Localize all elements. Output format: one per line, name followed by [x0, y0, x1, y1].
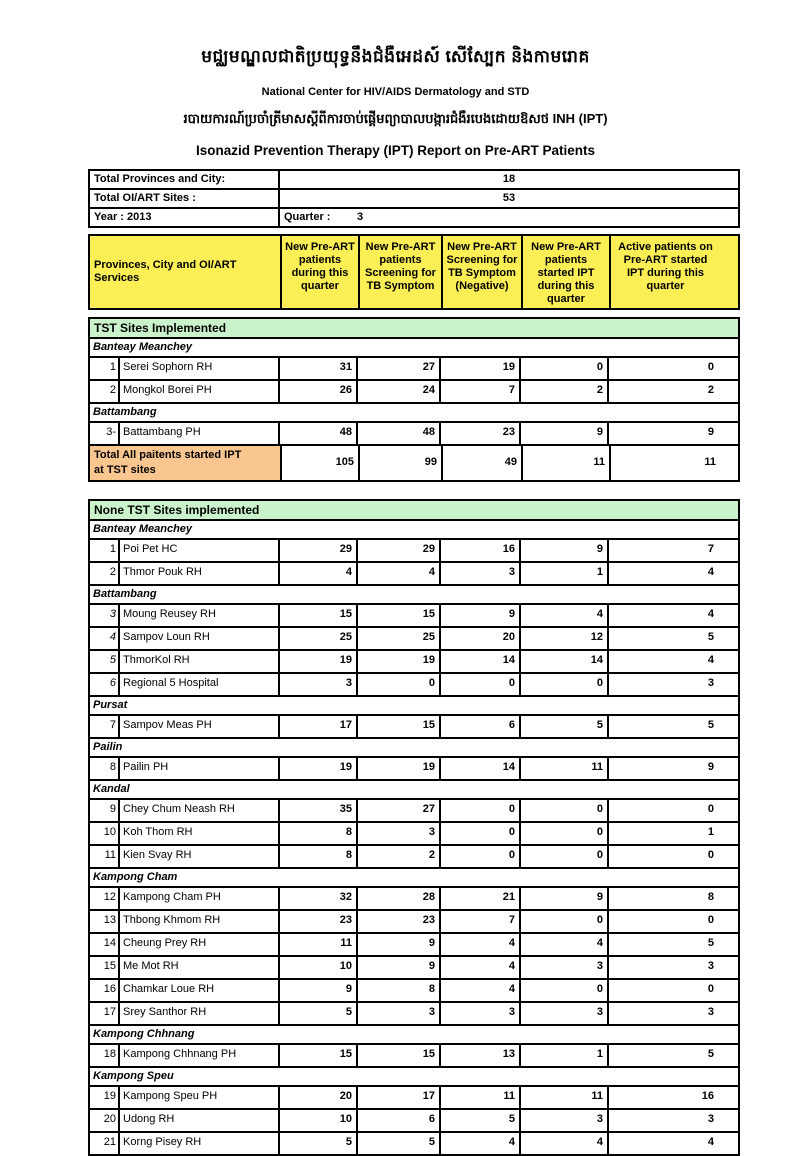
value-cell: 27 [356, 800, 439, 821]
value-cell: 17 [278, 716, 356, 737]
row-number-cell: 21 [103, 1136, 116, 1148]
value-cell: 6 [439, 716, 519, 737]
row-number-cell: 1 [109, 361, 116, 373]
row-number-cell: 11 [104, 849, 116, 861]
province-name: Kampong Chhnang [93, 1028, 195, 1040]
value-cell: 13 [439, 1045, 519, 1066]
site-name-cell: Serei Sophorn RH [118, 358, 278, 379]
meta-row-year-quarter [90, 207, 738, 226]
site-name-cell: Pailin PH [118, 758, 278, 779]
value-cell: 8 [356, 980, 439, 1001]
total-provinces-value: 18 [278, 171, 738, 188]
province-name: Banteay Meanchey [93, 341, 193, 353]
value-cell: 4 [519, 1133, 607, 1154]
site-name-cell: Chey Chum Neash RH [118, 800, 278, 821]
site-name-cell: ThmorKol RH [118, 651, 278, 672]
total-provinces-label: Total Provinces and City: [94, 173, 226, 185]
site-name-cell: Mongkol Borei PH [118, 381, 278, 402]
value-cell: 0 [519, 823, 607, 844]
value-cell: 19 [356, 651, 439, 672]
column-header-screening-negative: New Pre-ART Screening for TB Symptom (Negative) [441, 236, 521, 308]
total-value-cell: 99 [358, 446, 441, 480]
value-cell: 3 [607, 674, 718, 695]
column-header-active-ipt: Active patients on Pre-ART started IPT during this quarter [609, 236, 720, 308]
table-row [90, 561, 738, 584]
table-section [88, 317, 740, 482]
value-cell: 10 [278, 957, 356, 978]
value-cell: 3 [519, 1003, 607, 1024]
value-cell: 29 [278, 540, 356, 561]
value-cell: 2 [519, 381, 607, 402]
section-table [88, 339, 740, 482]
row-number-cell: 16 [103, 983, 116, 995]
value-cell: 4 [439, 934, 519, 955]
value-cell: 16 [607, 1087, 718, 1108]
value-cell: 4 [439, 957, 519, 978]
total-sites-label: Total OI/ART Sites : [94, 192, 196, 204]
value-cell: 14 [439, 758, 519, 779]
province-name: Pailin [93, 741, 123, 753]
table-row [90, 379, 738, 402]
table-row [90, 978, 738, 1001]
site-name-cell: Kien Svay RH [118, 846, 278, 867]
site-name-cell: Me Mot RH [118, 957, 278, 978]
value-cell: 3 [607, 1003, 718, 1024]
value-cell: 48 [278, 423, 356, 444]
org-name-english: National Center for HIV/AIDS Dermatology and STD [261, 86, 530, 98]
value-cell: 9 [519, 888, 607, 909]
table-row [90, 649, 738, 672]
site-name-cell: Kampong Chhnang PH [118, 1045, 278, 1066]
value-cell: 5 [356, 1133, 439, 1154]
value-cell: 0 [607, 358, 718, 379]
value-cell: 4 [439, 1133, 519, 1154]
value-cell: 15 [278, 605, 356, 626]
value-cell: 29 [356, 540, 439, 561]
value-cell: 7 [439, 381, 519, 402]
row-number-cell: 2 [109, 566, 116, 578]
value-cell: 15 [356, 605, 439, 626]
table-row [90, 886, 738, 909]
value-cell: 15 [356, 1045, 439, 1066]
value-cell: 25 [278, 628, 356, 649]
value-cell: 11 [519, 758, 607, 779]
province-row [90, 737, 738, 756]
total-sites-value: 53 [278, 190, 738, 207]
value-cell: 5 [607, 716, 718, 737]
table-row [90, 626, 738, 649]
row-number-cell: 13 [103, 914, 116, 926]
province-row [90, 867, 738, 886]
site-name-cell: Cheung Prey RH [118, 934, 278, 955]
total-value-cell: 11 [521, 446, 609, 480]
province-row [90, 779, 738, 798]
value-cell: 5 [439, 1110, 519, 1131]
site-name-cell: Srey Santhor RH [118, 1003, 278, 1024]
row-number-cell: 4 [109, 631, 116, 643]
document-header [0, 0, 791, 158]
table-row [90, 714, 738, 737]
site-name-cell: Kampong Cham PH [118, 888, 278, 909]
row-number-cell: 3 [109, 608, 116, 620]
value-cell: 12 [519, 628, 607, 649]
value-cell: 11 [519, 1087, 607, 1108]
row-number-cell: 1 [109, 543, 116, 555]
row-number-cell: 3- [106, 426, 116, 438]
table-row [90, 1131, 738, 1154]
value-cell: 0 [356, 674, 439, 695]
report-sections [88, 317, 740, 1156]
value-cell: 8 [607, 888, 718, 909]
value-cell: 4 [607, 605, 718, 626]
value-cell: 5 [607, 934, 718, 955]
value-cell: 6 [356, 1110, 439, 1131]
value-cell: 19 [356, 758, 439, 779]
quarter-value: 3 [356, 211, 364, 223]
value-cell: 11 [439, 1087, 519, 1108]
value-cell: 26 [278, 381, 356, 402]
value-cell: 4 [519, 934, 607, 955]
value-cell: 0 [439, 800, 519, 821]
row-number-cell: 19 [103, 1090, 116, 1102]
province-row [90, 695, 738, 714]
quarter-label: Quarter : [284, 211, 331, 223]
table-row [90, 756, 738, 779]
province-name: Pursat [93, 699, 128, 711]
value-cell: 21 [439, 888, 519, 909]
meta-table [88, 169, 740, 228]
table-row [90, 421, 738, 444]
value-cell: 3 [607, 957, 718, 978]
column-header-screening: New Pre-ART patients Screening for TB Symptom [358, 236, 441, 308]
report-title-english: Isonazid Prevention Therapy (IPT) Report on Pre-ART Patients [195, 143, 596, 158]
total-label-line1: Total All paitents started IPT [94, 449, 242, 461]
site-name-cell: Chamkar Loue RH [118, 980, 278, 1001]
value-cell: 0 [519, 911, 607, 932]
row-number-cell: 15 [103, 960, 116, 972]
value-cell: 5 [278, 1003, 356, 1024]
value-cell: 7 [607, 540, 718, 561]
row-number-cell: 14 [103, 937, 116, 949]
value-cell: 5 [278, 1133, 356, 1154]
total-label-line2: at TST sites [94, 464, 156, 476]
value-cell: 16 [439, 540, 519, 561]
value-cell: 0 [607, 911, 718, 932]
site-name-cell: Kampong Speu PH [118, 1087, 278, 1108]
value-cell: 9 [356, 957, 439, 978]
value-cell: 0 [519, 980, 607, 1001]
value-cell: 0 [439, 823, 519, 844]
value-cell: 3 [278, 674, 356, 695]
row-number-cell: 5 [109, 654, 116, 666]
value-cell: 5 [607, 628, 718, 649]
value-cell: 23 [278, 911, 356, 932]
value-cell: 4 [278, 563, 356, 584]
province-row [90, 1066, 738, 1085]
value-cell: 3 [356, 1003, 439, 1024]
row-number-cell: 6 [109, 677, 116, 689]
value-cell: 3 [439, 563, 519, 584]
report-title-khmer: របាយការណ៍ប្រចាំត្រីមាសស្តីពីការចាប់ផ្តើមព្យាបាលបង្ការជំងឺរបេងដោយឱសថ INH (IPT) [183, 111, 608, 126]
table-row [90, 932, 738, 955]
section-table [88, 521, 740, 1156]
value-cell: 23 [439, 423, 519, 444]
value-cell: 0 [607, 980, 718, 1001]
section-header: TST Sites Implemented [88, 317, 740, 339]
row-number-cell: 17 [103, 1006, 116, 1018]
value-cell: 9 [519, 423, 607, 444]
table-row [90, 538, 738, 561]
value-cell: 20 [278, 1087, 356, 1108]
value-cell: 4 [356, 563, 439, 584]
total-value-cell: 105 [280, 446, 358, 480]
value-cell: 4 [607, 563, 718, 584]
column-header-new-preart: New Pre-ART patients during this quarter [280, 236, 358, 308]
value-cell: 4 [519, 605, 607, 626]
value-cell: 5 [607, 1045, 718, 1066]
report-sheet [88, 169, 740, 1156]
value-cell: 48 [356, 423, 439, 444]
value-cell: 32 [278, 888, 356, 909]
value-cell: 19 [439, 358, 519, 379]
value-cell: 1 [519, 563, 607, 584]
value-cell: 11 [278, 934, 356, 955]
row-number-cell: 8 [109, 761, 116, 773]
site-name-cell: Koh Thom RH [118, 823, 278, 844]
table-section [88, 499, 740, 1156]
quarter-cell [278, 209, 738, 226]
value-cell: 8 [278, 846, 356, 867]
value-cell: 1 [607, 823, 718, 844]
value-cell: 9 [356, 934, 439, 955]
province-row [90, 1024, 738, 1043]
row-number-cell: 12 [103, 891, 116, 903]
year-label: Year : 2013 [94, 211, 152, 223]
row-number-cell: 20 [103, 1113, 116, 1125]
province-name: Banteay Meanchey [93, 523, 193, 535]
value-cell: 3 [607, 1110, 718, 1131]
value-cell: 24 [356, 381, 439, 402]
org-name-khmer: មជ្ឈមណ្ឌលជាតិប្រយុទ្ធនឹងជំងឺអេដស៍ សើស្បែក និងកាមរោគ [201, 47, 590, 66]
value-cell: 0 [519, 674, 607, 695]
value-cell: 1 [519, 1045, 607, 1066]
value-cell: 3 [439, 1003, 519, 1024]
value-cell: 0 [519, 846, 607, 867]
value-cell: 9 [278, 980, 356, 1001]
value-cell: 15 [356, 716, 439, 737]
site-name-cell: Thmor Pouk RH [118, 563, 278, 584]
total-row [90, 444, 738, 480]
value-cell: 5 [519, 716, 607, 737]
value-cell: 0 [607, 846, 718, 867]
table-row [90, 909, 738, 932]
value-cell: 17 [356, 1087, 439, 1108]
site-name-cell: Sampov Loun RH [118, 628, 278, 649]
row-number-cell: 2 [109, 384, 116, 396]
value-cell: 3 [356, 823, 439, 844]
value-cell: 28 [356, 888, 439, 909]
province-name: Kampong Speu [93, 1070, 174, 1082]
row-number-cell: 9 [109, 803, 116, 815]
value-cell: 0 [439, 846, 519, 867]
value-cell: 7 [439, 911, 519, 932]
value-cell: 4 [607, 651, 718, 672]
column-header-row [88, 234, 740, 310]
province-name: Kandal [93, 783, 130, 795]
table-row [90, 1043, 738, 1066]
value-cell: 35 [278, 800, 356, 821]
value-cell: 4 [439, 980, 519, 1001]
province-row [90, 339, 738, 356]
column-header-sites: Provinces, City and OI/ART Services [94, 259, 237, 284]
table-row [90, 955, 738, 978]
value-cell: 19 [278, 651, 356, 672]
section-header: None TST Sites implemented [88, 499, 740, 521]
site-name-cell: Moung Reusey RH [118, 605, 278, 626]
value-cell: 0 [439, 674, 519, 695]
value-cell: 14 [519, 651, 607, 672]
value-cell: 2 [356, 846, 439, 867]
province-row [90, 584, 738, 603]
value-cell: 0 [607, 800, 718, 821]
value-cell: 27 [356, 358, 439, 379]
value-cell: 23 [356, 911, 439, 932]
value-cell: 15 [278, 1045, 356, 1066]
meta-row-sites [90, 188, 738, 207]
table-row [90, 844, 738, 867]
table-row [90, 798, 738, 821]
value-cell: 3 [519, 1110, 607, 1131]
value-cell: 0 [519, 358, 607, 379]
row-number-cell: 10 [103, 826, 116, 838]
table-row [90, 603, 738, 626]
value-cell: 2 [607, 381, 718, 402]
row-number-cell: 18 [103, 1048, 116, 1060]
value-cell: 4 [607, 1133, 718, 1154]
site-name-cell: Regional 5 Hospital [118, 674, 278, 695]
value-cell: 31 [278, 358, 356, 379]
total-value-cell: 49 [441, 446, 521, 480]
province-name: Battambang [93, 406, 157, 418]
total-row-label [90, 446, 280, 480]
value-cell: 14 [439, 651, 519, 672]
row-number-cell: 7 [109, 719, 116, 731]
table-row [90, 356, 738, 379]
site-name-cell: Poi Pet HC [118, 540, 278, 561]
value-cell: 9 [519, 540, 607, 561]
value-cell: 9 [607, 423, 718, 444]
site-name-cell: Korng Pisey RH [118, 1133, 278, 1154]
province-name: Kampong Cham [93, 871, 178, 883]
value-cell: 25 [356, 628, 439, 649]
province-name: Battambang [93, 588, 157, 600]
site-name-cell: Thbong Khmom RH [118, 911, 278, 932]
value-cell: 0 [519, 800, 607, 821]
total-value-cell: 11 [609, 446, 720, 480]
site-name-cell: Sampov Meas PH [118, 716, 278, 737]
table-row [90, 1085, 738, 1108]
value-cell: 20 [439, 628, 519, 649]
site-name-cell: Battambang PH [118, 423, 278, 444]
value-cell: 9 [607, 758, 718, 779]
table-row [90, 672, 738, 695]
table-row [90, 1001, 738, 1024]
province-row [90, 402, 738, 421]
table-row [90, 821, 738, 844]
value-cell: 8 [278, 823, 356, 844]
meta-row-provinces [90, 171, 738, 188]
value-cell: 10 [278, 1110, 356, 1131]
table-row [90, 1108, 738, 1131]
column-header-started-ipt: New Pre-ART patients started IPT during this quarter [521, 236, 609, 308]
province-row [90, 521, 738, 538]
value-cell: 9 [439, 605, 519, 626]
site-name-cell: Udong RH [118, 1110, 278, 1131]
value-cell: 19 [278, 758, 356, 779]
value-cell: 3 [519, 957, 607, 978]
